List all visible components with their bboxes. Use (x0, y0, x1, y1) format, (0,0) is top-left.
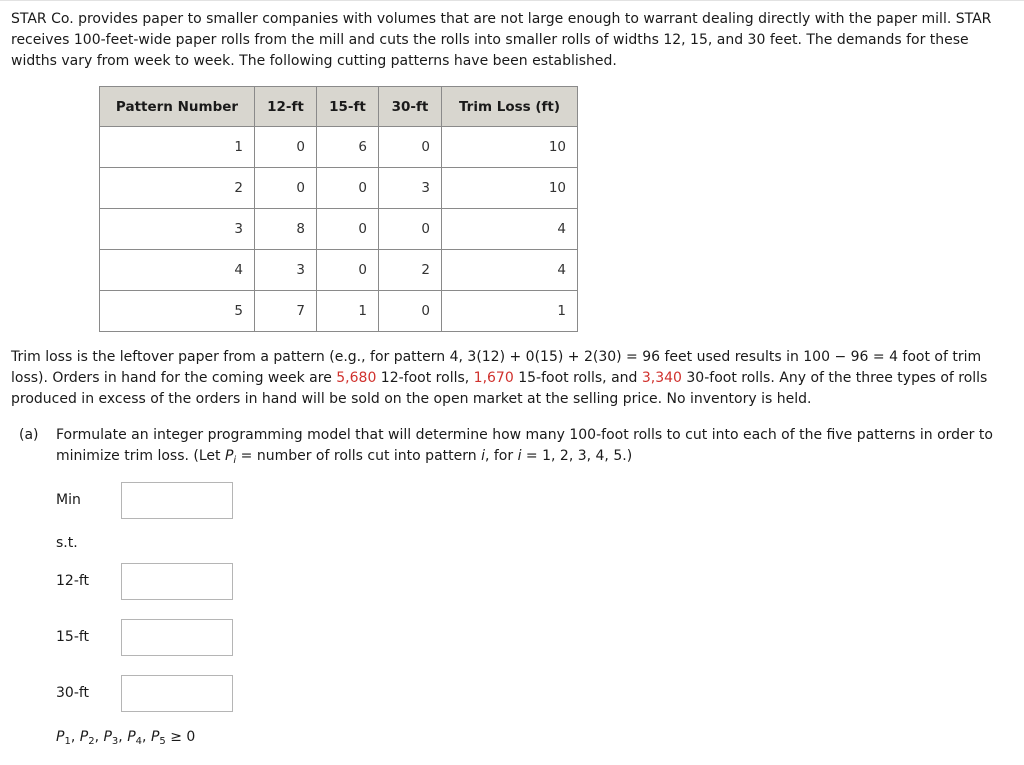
problem-intro: STAR Co. provides paper to smaller companies with volumes that are not large enough to warrant dealing directly with the paper mill. STAR receives 100-feet-wide paper rolls from the mill and cuts the rolls into smaller rolls of widths 12, 15, and 30 feet. The demands for these widths vary from week to week. The following cutting patterns have been established. (11, 11, 992, 69)
table-row (100, 250, 578, 291)
objective-input[interactable] (121, 482, 233, 519)
cell-12ft: 0 (255, 168, 317, 209)
cell-30ft: 3 (379, 168, 442, 209)
var-p4: P (127, 729, 136, 745)
constraint-30ft-label: 30-ft (56, 685, 90, 701)
separator: , (142, 729, 147, 745)
part-a-text-1: Formulate an integer programming model that will determine how many 100-foot rolls to cut into each of the five patterns in order to minimize trim loss. (Let (56, 427, 993, 464)
var-i: i (481, 448, 485, 464)
separator: , (70, 729, 76, 745)
part-a-text-2: = number of rolls cut into pattern (236, 448, 482, 464)
table-header-row (100, 87, 578, 127)
st-label: s.t. (56, 535, 78, 551)
cell-12ft: 8 (255, 209, 317, 250)
cell-15ft: 0 (317, 209, 379, 250)
para2-text-2: 12-foot rolls, (376, 370, 474, 386)
cell-trim-loss: 10 (442, 168, 578, 209)
cell-12ft: 3 (255, 250, 317, 291)
para2-text-1: Trim loss is the leftover paper from a pattern (e.g., for pattern 4, 3(12) + 0(15) + 2(30) = 96 feet used results in 100 − 96 = 4 foot of trim loss). Orders in hand for the coming week are (11, 349, 982, 386)
nonneg-relation: ≥ 0 (170, 729, 196, 745)
cell-pattern: 1 (100, 127, 255, 168)
sub-4: 4 (135, 736, 143, 747)
nonnegativity-constraint (56, 729, 195, 745)
table-row (100, 127, 578, 168)
cell-pattern: 2 (100, 168, 255, 209)
var-p3: P (103, 729, 112, 745)
var-p5: P (150, 729, 160, 745)
table-row (100, 291, 578, 332)
cell-15ft: 6 (317, 127, 379, 168)
top-divider (0, 0, 1024, 1)
cell-12ft: 0 (255, 127, 317, 168)
cell-pattern: 4 (100, 250, 255, 291)
part-a-text-4: = 1, 2, 3, 4, 5.) (521, 448, 633, 464)
order-15ft-value: 1,670 (473, 370, 514, 386)
constraint-12ft-input[interactable] (121, 563, 233, 600)
separator: , (118, 729, 123, 745)
min-label: Min (56, 492, 81, 508)
constraint-12ft-label: 12-ft (56, 573, 90, 589)
cell-15ft: 1 (317, 291, 379, 332)
constraint-15ft-label: 15-ft (56, 629, 90, 645)
var-p2: P (79, 729, 89, 745)
cell-15ft: 0 (317, 168, 379, 209)
cutting-patterns-table (99, 86, 578, 332)
part-a-text-3: , for (484, 448, 518, 464)
sub-5: 5 (159, 736, 166, 747)
part-a-text (56, 425, 1009, 468)
para2-text-3: 15-foot rolls, and (513, 370, 642, 386)
separator: , (94, 729, 100, 745)
table-row (100, 209, 578, 250)
cell-30ft: 2 (379, 250, 442, 291)
part-a-letter: (a) (19, 427, 39, 443)
constraint-30ft-input[interactable] (121, 675, 233, 712)
order-12ft-value: 5,680 (336, 370, 377, 386)
sub-1: 1 (64, 736, 71, 747)
cell-trim-loss: 10 (442, 127, 578, 168)
cell-30ft: 0 (379, 209, 442, 250)
cell-15ft: 0 (317, 250, 379, 291)
cell-trim-loss: 4 (442, 209, 578, 250)
sub-3: 3 (111, 736, 119, 747)
para2-text-4: 30-foot rolls. Any of the three types of rolls produced in excess of the orders in hand will be sold on the open market at the selling price. No inventory is held. (11, 370, 988, 407)
header-30ft: 30-ft (379, 87, 442, 127)
constraint-15ft-input[interactable] (121, 619, 233, 656)
cell-pattern: 5 (100, 291, 255, 332)
header-pattern-number: Pattern Number (100, 87, 255, 127)
var-p1: P (56, 729, 65, 745)
header-15ft: 15-ft (317, 87, 379, 127)
var-i-2: i (517, 448, 522, 464)
trim-loss-explanation (11, 347, 1016, 410)
cell-12ft: 7 (255, 291, 317, 332)
header-trim-loss: Trim Loss (ft) (442, 87, 578, 127)
cell-pattern: 3 (100, 209, 255, 250)
var-p: P (224, 448, 234, 464)
sub-2: 2 (88, 736, 95, 747)
cell-trim-loss: 1 (442, 291, 578, 332)
cell-trim-loss: 4 (442, 250, 578, 291)
table-row (100, 168, 578, 209)
var-p-sub: i (233, 455, 237, 466)
header-12ft: 12-ft (255, 87, 317, 127)
order-30ft-value: 3,340 (641, 370, 682, 386)
cell-30ft: 0 (379, 127, 442, 168)
cell-30ft: 0 (379, 291, 442, 332)
part-a-question (19, 425, 1009, 468)
